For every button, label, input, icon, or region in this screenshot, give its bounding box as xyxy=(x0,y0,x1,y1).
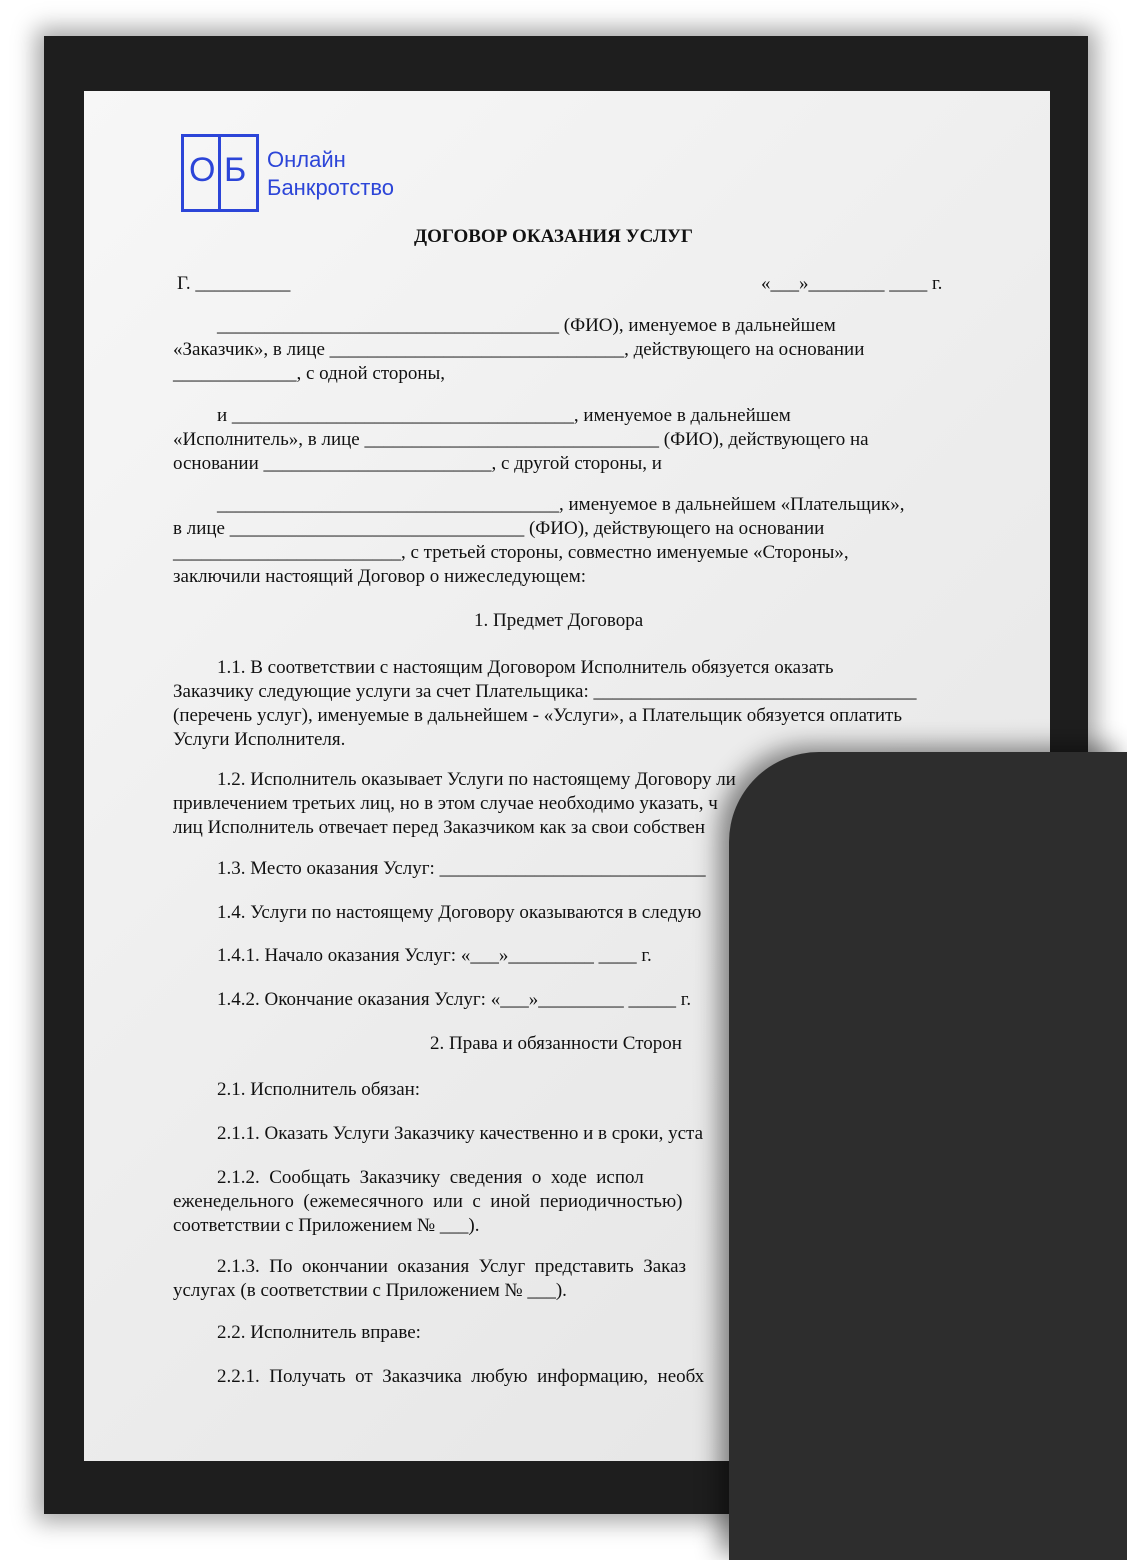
document-title: ДОГОВОР ОКАЗАНИЯ УСЛУГ xyxy=(414,226,694,247)
clause-2-2-1: 2.2.1. Получать от Заказчика любую информацию, необх xyxy=(217,1366,705,1387)
city-field: Г. __________ xyxy=(177,273,291,294)
clause-2-1: 2.1. Исполнитель обязан: xyxy=(217,1079,421,1100)
party3-line: ____________________________________, именуемое в дальнейшем «Плательщик», xyxy=(217,494,905,515)
logo-letter-b: Б xyxy=(224,151,247,189)
clause-1-4-1: 1.4.1. Начало оказания Услуг: «___»_________ ____ г. xyxy=(217,945,652,966)
party2-line: основании ________________________, с другой стороны, и xyxy=(173,453,662,474)
date-field: «___»________ ____ г. xyxy=(761,273,943,294)
clause-2-1-1: 2.1.1. Оказать Услуги Заказчику качественно и в сроки, уста xyxy=(217,1123,704,1144)
company-logo xyxy=(181,134,417,216)
clause-1-1-line: Услуги Исполнителя. xyxy=(173,729,346,750)
clause-2-1-2-line: 2.1.2. Сообщать Заказчику сведения о ходе испол xyxy=(217,1167,644,1188)
logo-text-line1: Онлайн xyxy=(267,147,346,172)
clause-1-1-line: Заказчику следующие услуги за счет Плательщика: __________________________________ xyxy=(173,681,917,702)
party1-line: _____________, с одной стороны, xyxy=(173,363,446,384)
clause-1-4-2: 1.4.2. Окончание оказания Услуг: «___»_________ _____ г. xyxy=(217,989,692,1010)
logo-divider xyxy=(218,134,221,212)
party3-line: в лице _______________________________ (ФИО), действующего на основании xyxy=(173,518,825,539)
page-corner-overlay xyxy=(729,752,1127,1560)
clause-1-1-line: 1.1. В соответствии с настоящим Договором Исполнитель обязуется оказать xyxy=(217,657,834,678)
section-heading-1: 1. Предмет Договора xyxy=(474,610,644,631)
clause-1-3: 1.3. Место оказания Услуг: ____________________________ xyxy=(217,858,706,879)
clause-1-4: 1.4. Услуги по настоящему Договору оказываются в следую xyxy=(217,902,702,923)
logo-letter-o: О xyxy=(189,151,216,189)
clause-2-1-3-line: услугах (в соответствии с Приложением № ___). xyxy=(173,1280,567,1301)
clause-2-1-2-line: еженедельного (ежемесячного или с иной периодичностью) xyxy=(173,1191,683,1212)
logo-text-line2: Банкротство xyxy=(267,175,395,200)
party1-line: ____________________________________ (ФИО), именуемое в дальнейшем xyxy=(217,315,836,336)
clause-2-2: 2.2. Исполнитель вправе: xyxy=(217,1322,421,1343)
section-heading-2: 2. Права и обязанности Сторон xyxy=(430,1033,682,1054)
party2-line: «Исполнитель», в лице _______________________________ (ФИО), действующего на xyxy=(173,429,869,450)
party1-line: «Заказчик», в лице _______________________________, действующего на основании xyxy=(173,339,865,360)
clause-1-2-line: 1.2. Исполнитель оказывает Услуги по настоящему Договору ли xyxy=(217,769,736,790)
party2-line: и ____________________________________, именуемое в дальнейшем xyxy=(217,405,791,426)
clause-1-2-line: лиц Исполнитель отвечает перед Заказчиком как за свои собствен xyxy=(173,817,706,838)
clause-2-1-2-line: соответствии с Приложением № ___). xyxy=(173,1215,480,1236)
clause-1-2-line: привлечением третьих лиц, но в этом случае необходимо указать, ч xyxy=(173,793,718,814)
clause-1-1-line: (перечень услуг), именуемые в дальнейшем - «Услуги», а Плательщик обязуется оплатить xyxy=(173,705,903,726)
party3-line: заключили настоящий Договор о нижеследующем: xyxy=(173,566,586,587)
party3-line: ________________________, с третьей стороны, совместно именуемые «Стороны», xyxy=(173,542,849,563)
clause-2-1-3-line: 2.1.3. По окончании оказания Услуг представить Заказ xyxy=(217,1256,687,1277)
